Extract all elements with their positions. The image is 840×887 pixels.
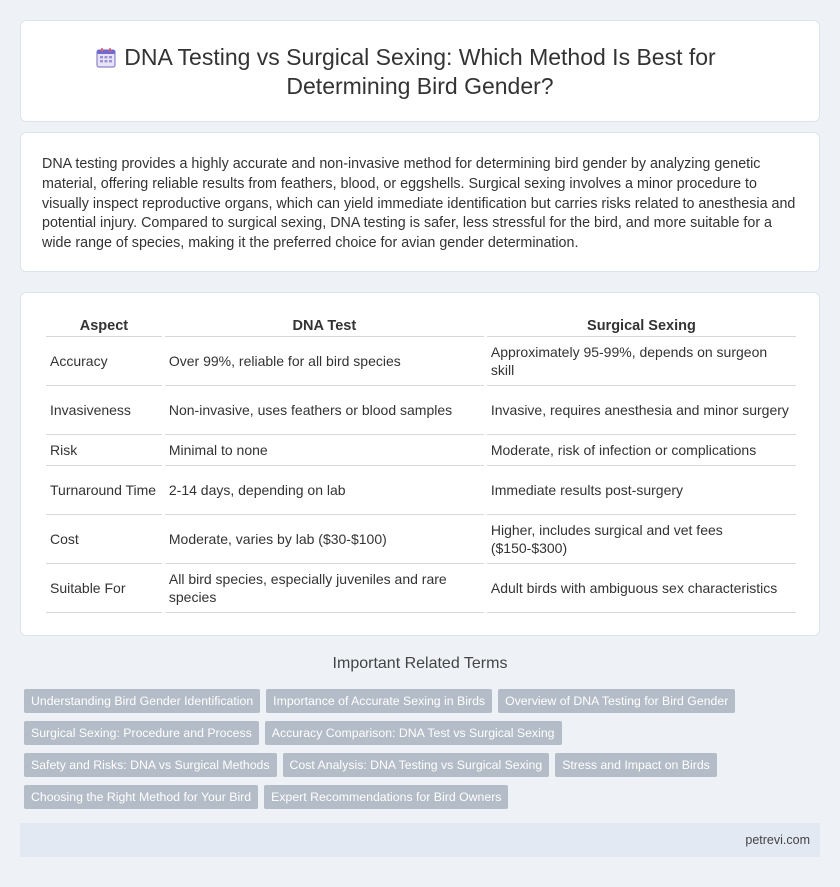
table-row (46, 435, 796, 466)
table-cell: Higher, includes surgical and vet fees ($150-$300) (487, 515, 796, 564)
table-row (46, 564, 796, 613)
table-row (46, 515, 796, 564)
column-header-aspect: Aspect (46, 315, 162, 337)
comparison-table (43, 315, 799, 613)
table-cell: Adult birds with ambiguous sex characteristics (487, 564, 796, 613)
related-term-tag[interactable]: Safety and Risks: DNA vs Surgical Methods (24, 753, 277, 777)
related-term-tag[interactable]: Accuracy Comparison: DNA Test vs Surgical Sexing (265, 721, 562, 745)
table-row (46, 337, 796, 386)
related-term-tag[interactable]: Surgical Sexing: Procedure and Process (24, 721, 259, 745)
table-cell: Invasiveness (46, 386, 162, 435)
related-term-tag[interactable]: Cost Analysis: DNA Testing vs Surgical Sexing (283, 753, 550, 777)
related-terms-heading: Important Related Terms (332, 655, 508, 672)
table-cell: Non-invasive, uses feathers or blood samples (165, 386, 484, 435)
related-term-tag[interactable]: Importance of Accurate Sexing in Birds (266, 689, 492, 713)
related-term-tag[interactable]: Choosing the Right Method for Your Bird (24, 785, 258, 809)
table-cell: Invasive, requires anesthesia and minor surgery (487, 386, 796, 435)
summary-card (20, 132, 820, 272)
table-cell: Turnaround Time (46, 466, 162, 515)
related-term-tag[interactable]: Expert Recommendations for Bird Owners (264, 785, 508, 809)
footer (20, 823, 820, 857)
title-card (20, 20, 820, 122)
table-cell: Immediate results post-surgery (487, 466, 796, 515)
table-cell: Moderate, varies by lab ($30-$100) (165, 515, 484, 564)
footer-site-link[interactable]: petrevi.com (745, 833, 810, 847)
table-cell: Over 99%, reliable for all bird species (165, 337, 484, 386)
table-header-row (46, 315, 796, 337)
table-cell: 2-14 days, depending on lab (165, 466, 484, 515)
summary-text: DNA testing provides a highly accurate and non-invasive method for determining bird gender by analyzing genetic material, offering reliable results from feathers, blood, or eggshells. Surgical sexing involves a minor procedure to visually inspect reproductive organs, which can yield immediate identification but carries risks related to anesthesia and potential injury. Compared to surgical sexing, DNA testing is safer, less stressful for the bird, and more suitable for a wide range of species, making it the preferred choice for avian gender determination. (42, 156, 796, 252)
table-cell: All bird species, especially juveniles and rare species (165, 564, 484, 613)
comparison-card (20, 292, 820, 636)
column-header-surgical-sexing: Surgical Sexing (487, 315, 796, 337)
related-term-tag[interactable]: Stress and Impact on Birds (555, 753, 717, 777)
column-header-dna-test: DNA Test (165, 315, 484, 337)
table-row (46, 466, 796, 515)
table-cell: Suitable For (46, 564, 162, 613)
page-title: DNA Testing vs Surgical Sexing: Which Method Is Best for Determining Bird Gender? (124, 44, 716, 99)
table-cell: Cost (46, 515, 162, 564)
related-term-tag[interactable]: Understanding Bird Gender Identification (24, 689, 260, 713)
table-cell: Moderate, risk of infection or complications (487, 435, 796, 466)
table-cell: Risk (46, 435, 162, 466)
table-cell: Approximately 95-99%, depends on surgeon skill (487, 337, 796, 386)
table-cell: Minimal to none (165, 435, 484, 466)
table-cell: Accuracy (46, 337, 162, 386)
related-terms-list (24, 689, 814, 817)
related-term-tag[interactable]: Overview of DNA Testing for Bird Gender (498, 689, 735, 713)
table-row (46, 386, 796, 435)
